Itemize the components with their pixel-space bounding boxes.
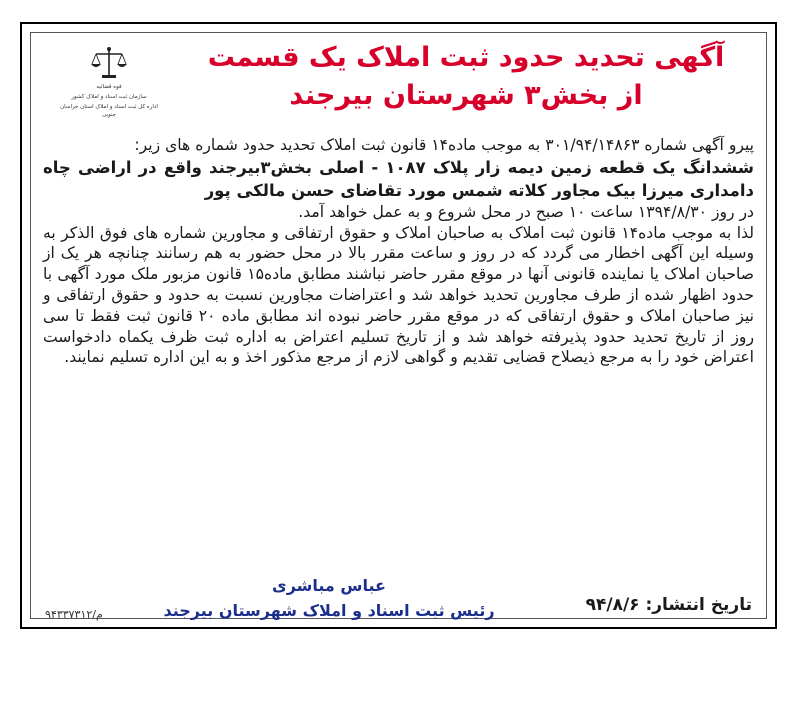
emblem-caption-3: اداره کل ثبت اسناد و املاک استان خراسان جنوبی (60, 104, 158, 118)
schedule-paragraph: در روز ۱۳۹۴/۸/۳۰ ساعت ۱۰ صبح در محل شروع و به عمل خواهد آمد. (298, 202, 754, 221)
emblem-caption-1: قوه قضائیه (96, 84, 122, 90)
publish-date: تاریخ انتشار: ۹۴/۸/۶ (585, 595, 752, 615)
notice-inner-border (30, 32, 767, 619)
judiciary-emblem (57, 45, 161, 137)
notice-body (43, 135, 754, 368)
scales-of-justice-icon (89, 45, 129, 81)
headline-line-1: آگهی تحدید حدود ثبت املاک یک قسمت (207, 42, 725, 73)
emblem-caption-2: سازمان ثبت اسناد و املاک کشور (71, 94, 147, 100)
notice-headline (206, 39, 726, 115)
notice-frame (20, 22, 777, 629)
intro-paragraph: پیرو آگهی شماره ۳۰۱/۹۴/۱۴۸۶۳ به موجب ماده۱۴ قانون ثبت املاک تحدید حدود شماره های زیر: (134, 136, 754, 154)
details-paragraph: لذا به موجب ماده۱۴ قانون ثبت املاک به صاحبان املاک و حقوق ارتفاقی و مجاورین شماره های فوق الذکر به وسیله این آگهی اخطار می گردد که در روز و ساعت مقرر بالا در محل حضور به هم رسانند چنانچه هر یک از صاحبان املاک یا نماینده قانونی آنها در موقع مقرر حاضر نباشند مطابق ماده۱۵ قانون مزبور ملک مورد آگهی با حدود اظهار شده از طرف مجاورین تحدید خواهد شد و اعتراضات مجاورین نسبت به حدود و حقوق ارتفاقی و نیز صاحبان املاک و حقوق ارتفاقی که در موقع مقرر حاضر نبوده اند مطابق ماده ۲۰ قانون ثبت فقط تا سی روز از تاریخ تحدید حدود پذیرفته خواهد شد و از تاریخ تسلیم اعتراض به اداره ثبت ظرف یکماه دادخواست اعتراض خود را به مرجع ذیصلاح قضایی تقدیم و گواهی لازم از مرجع مذکور اخذ و به این اداره تسلیم نمایند. (43, 223, 755, 367)
property-description: ششدانگ یک قطعه زمین دیمه زار پلاک ۱۰۸۷ - اصلی بخش۳بیرجند واقع در اراضی چاه دامداری میرزا بیک مجاور کلاته شمس مورد تقاضای حسن مالکی پور (43, 157, 754, 200)
signature-block (149, 574, 509, 624)
signer-title: رئیس ثبت اسناد و املاک شهرستان بیرجند (163, 601, 495, 620)
notice-code: م/۹۴۳۳۷۳۱۲ (45, 608, 103, 621)
signer-name: عباس مباشری (272, 576, 386, 595)
headline-line-2: از بخش۳ شهرستان بیرجند (289, 80, 643, 111)
